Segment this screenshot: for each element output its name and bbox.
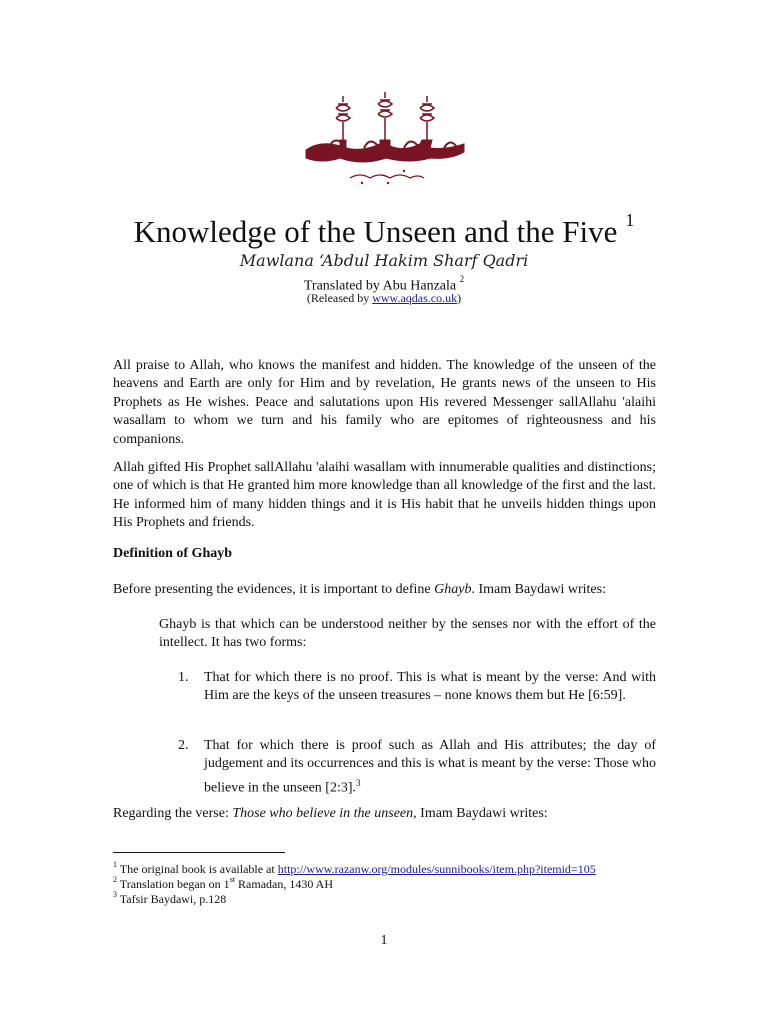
calligraphy-subscript	[350, 175, 424, 178]
release-link[interactable]: www.aqdas.co.uk	[372, 291, 458, 305]
translator-line: Translated by Abu Hanzala $^2$	[303, 274, 465, 294]
release-line: (Released by www.aqdas.co.uk)	[306, 291, 462, 305]
list-item-text: That for which there is proof such as Allah and His attributes; the day of judgement and its occurrences and this is what is meant by the verse: Those who believe in the unseen [2:3].$^3$	[204, 738, 656, 796]
page-number: 1	[380, 933, 388, 948]
footnote-1: $^1$ The original book is available at http://www.razanw.org/modules/sunnibooks/item.php?itemid=105	[113, 860, 596, 876]
list-item-text: That for which there is no proof. This is what is meant by the verse: And with Him are the keys of the unseen treasures – none knows them but He [6:59].	[204, 670, 656, 704]
ornament-spire-left	[336, 96, 350, 140]
author-name: Mawlana ‘Abdul Hakim Sharf Qadri	[239, 251, 529, 270]
paragraph-definition-intro: Before presenting the evidences, it is important to define Ghayb. Imam Baydawi writes:	[113, 582, 606, 597]
document-title: Knowledge of the Unseen and the Five $^1$	[133, 210, 635, 249]
footnote-ref-2[interactable]: 2	[459, 274, 465, 284]
list-item	[178, 737, 656, 798]
footnote-3: $^3$ Tafsir Baydawi, p.128	[113, 890, 227, 906]
footnote-divider	[113, 852, 285, 853]
footnote-1-link[interactable]: http://www.razanw.org/modules/sunnibooks/item.php?itemid=105	[277, 862, 596, 876]
arabic-calligraphy-bismillah-logo-icon	[300, 88, 470, 193]
footnote-2: $^2$ Translation began on 1st Ramadan, 1430 AH	[113, 875, 334, 891]
block-quote: Ghayb is that which can be understood neither by the senses nor with the effort of the intellect. It has two forms:	[159, 617, 656, 651]
paragraph-knowledge: Allah gifted His Prophet sallAllahu 'alaihi wasallam with innumerable qualities and distinctions; one of which is that He granted him more knowledge than all knowledge of the first and the last. He informed him of many hidden things and it is His habit that he unveils hidden things upon His Prophets and friends.	[113, 460, 656, 531]
list-item	[178, 669, 656, 706]
paragraph-praise: All praise to Allah, who knows the manifest and hidden. The knowledge of the unseen of the heavens and Earth are only for Him and by revelation, He grants news of the unseen to His Prophets as He wishes. Peace and salutations upon His revered Messenger sallAllahu 'alaihi wasallam to whom we turn and his family who are epitomes of righteousness and his companions.	[113, 358, 656, 447]
ornament-spire-middle	[378, 92, 392, 140]
section-heading: Definition of Ghayb	[113, 546, 233, 561]
ornament-spire-right	[420, 96, 434, 140]
list-item-number: 1.	[178, 670, 189, 685]
footnote-ref-1[interactable]: 1	[625, 210, 635, 230]
calligraphy-body	[306, 140, 464, 162]
list-item-number: 2.	[178, 738, 189, 753]
footnote-ref-3[interactable]: 3	[356, 777, 361, 788]
paragraph-verse: Regarding the verse: Those who believe in the unseen, Imam Baydawi writes:	[113, 806, 548, 821]
